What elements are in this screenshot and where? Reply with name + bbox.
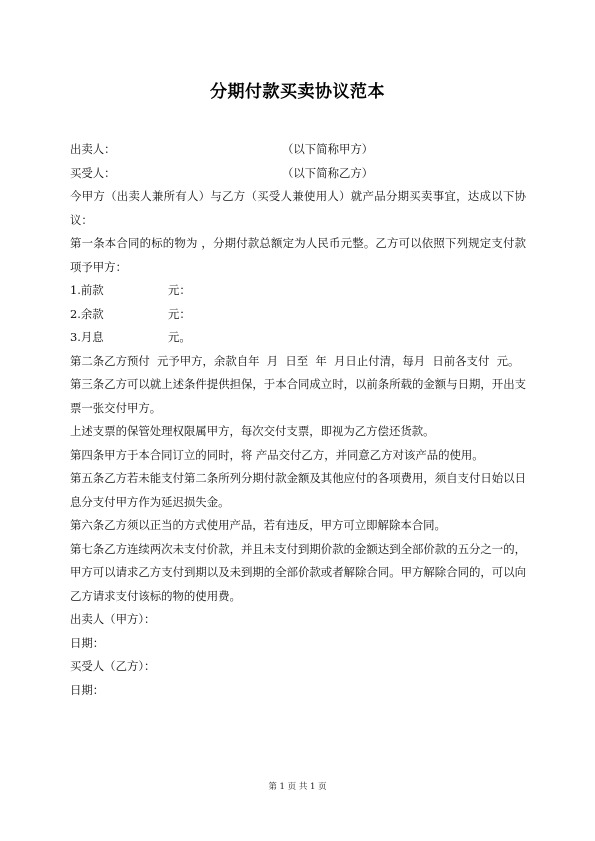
signature-buyer: 买受人（乙方）：: [70, 659, 156, 673]
article-2: 第二条乙方预付 元予甲方，余款自年 月 日至 年 月日止付清，每月 日前各支付 元。: [70, 353, 520, 368]
page-footer: 第 1 页 共 1 页: [268, 782, 327, 792]
payment-item-label: 2.余款: [70, 306, 104, 321]
signature-seller: 出卖人（甲方）：: [70, 612, 156, 626]
payment-item-label: 3.月息: [70, 330, 104, 344]
article-6: 第六条乙方须以正当的方式使用产品，若有违反，甲方可立即解除本合同。: [70, 518, 446, 532]
payment-item-unit: 元。: [168, 330, 191, 344]
article-7: 第七条乙方连续两次未支付价款，并且未支付到期价款的金额达到全部价款的五分之一的，甲方可以请求乙方支付到期以及未到期的全部价款或者解除合同。甲方解除合同的，可以向乙方请求支付该标的物的使用费。: [70, 541, 526, 603]
article-3b: 上述支票的保管处理权限属甲方，每次交付支票，即视为乙方偿还货款。: [70, 424, 435, 438]
payment-item-label: 1.前款: [70, 283, 104, 297]
article-1: 第一条本合同的标的物为 ，分期付款总额定为人民币元整。乙方可以依照下列规定支付款项予甲方：: [70, 236, 526, 274]
buyer-note: （以下简称乙方）: [282, 165, 374, 180]
intro-paragraph: 今甲方（出卖人兼所有人）与乙方（买受人兼使用人）就产品分期买卖事宜，达成以下协议：: [70, 189, 526, 227]
payment-item: [70, 326, 526, 350]
seller-line: [70, 138, 526, 162]
payment-item: [70, 303, 526, 327]
signature-date-buyer: 日期：: [70, 682, 105, 697]
payment-item: [70, 279, 526, 303]
article-5: 第五条乙方若未能支付第二条所列分期付款金额及其他应付的各项费用，须自支付日始以日息分支付甲方作为延迟损失金。: [70, 471, 526, 509]
article-4: 第四条甲方于本合同订立的同时，将 产品交付乙方，并同意乙方对该产品的使用。: [70, 447, 484, 462]
payment-item-unit: 元：: [168, 306, 191, 321]
article-3: 第三条乙方可以就上述条件提供担保，于本合同成立时，以前条所载的金额与日期，开出支票一张交付甲方。: [70, 377, 526, 415]
payment-item-unit: 元：: [168, 283, 191, 297]
buyer-line: [70, 162, 526, 186]
document-body: [70, 138, 526, 702]
buyer-label: 买受人：: [70, 165, 116, 180]
document-title: 分期付款买卖协议范本: [210, 82, 385, 102]
seller-note: （以下简称甲方）: [282, 142, 374, 156]
seller-label: 出卖人：: [70, 142, 116, 156]
signature-date-seller: 日期：: [70, 635, 105, 650]
